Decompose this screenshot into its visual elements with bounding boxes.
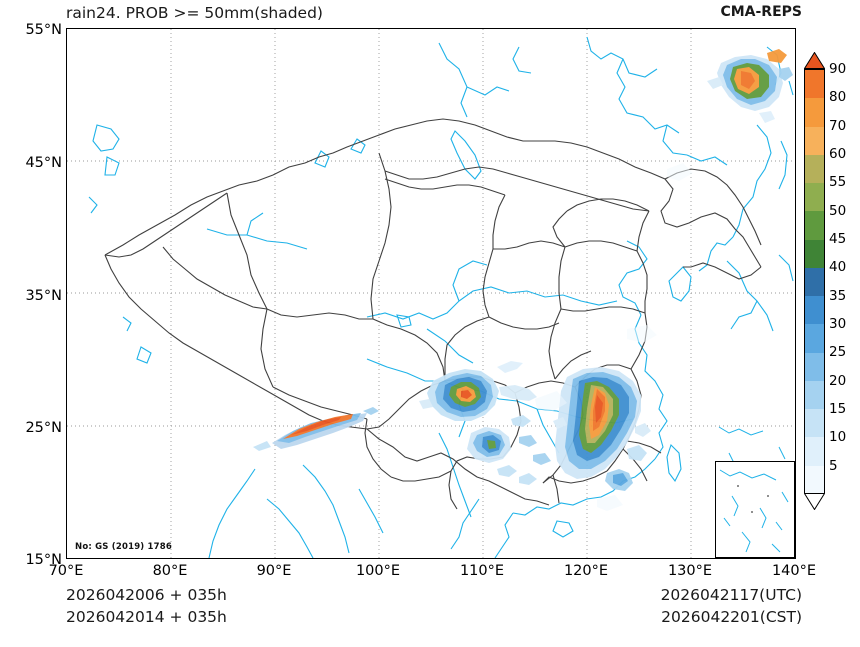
colorbar-band [805, 98, 824, 126]
footer-valid-time-utc: 2026042117(UTC) [660, 586, 802, 604]
inset-map[interactable] [715, 461, 795, 558]
map-canvas[interactable] [66, 28, 796, 559]
x-tick-label: 100°E [355, 563, 401, 579]
inset-map-graphics [716, 462, 794, 557]
y-tick-label: 15°N [25, 552, 62, 568]
shade-guizhou [467, 415, 551, 485]
map-disclaimer: No: GS (2019) 1786 [75, 542, 173, 552]
colorbar [800, 52, 860, 522]
colorbar-band [805, 409, 824, 437]
boundary-layer [105, 119, 761, 509]
x-tick-label: 130°E [667, 563, 713, 579]
x-tick-label: 70°E [48, 563, 84, 579]
colorbar-band [805, 437, 824, 465]
page-title: rain24. PROB >= 50mm(shaded) [66, 4, 323, 22]
colorbar-tick-label: 20 [829, 373, 847, 389]
colorbar-tick-label: 90 [829, 61, 847, 77]
x-tick-label: 120°E [563, 563, 609, 579]
colorbar-tick-label: 45 [829, 231, 847, 247]
colorbar-tick-label: 15 [829, 401, 847, 417]
x-tick-label: 140°E [771, 563, 817, 579]
colorbar-tick-label: 50 [829, 203, 847, 219]
colorbar-over-arrow [804, 52, 825, 69]
footer [0, 586, 860, 646]
colorbar-band [805, 70, 824, 98]
footer-init-time-cst: 2026042014 + 035h [66, 608, 227, 626]
x-tick-label: 90°E [256, 563, 292, 579]
colorbar-band [805, 127, 824, 155]
map-graphics [67, 29, 795, 558]
footer-init-time-utc: 2026042006 + 035h [66, 586, 227, 604]
colorbar-band [805, 183, 824, 211]
colorbar-tick-label: 70 [829, 118, 847, 134]
colorbar-band [805, 353, 824, 381]
colorbar-band [805, 324, 824, 352]
colorbar-band [805, 296, 824, 324]
y-tick-label: 35°N [25, 288, 62, 304]
colorbar-tick-label: 35 [829, 288, 847, 304]
colorbar-band [805, 268, 824, 296]
colorbar-band [805, 466, 824, 494]
colorbar-tick-label: 30 [829, 316, 847, 332]
colorbar-tick-label: 60 [829, 146, 847, 162]
colorbar-tick-label: 5 [829, 458, 838, 474]
colorbar-scale [804, 69, 825, 493]
colorbar-tick-label: 25 [829, 344, 847, 360]
x-tick-label: 80°E [152, 563, 188, 579]
colorbar-tick-label: 55 [829, 174, 847, 190]
colorbar-tick-label: 40 [829, 259, 847, 275]
colorbar-band [805, 381, 824, 409]
colorbar-band [805, 155, 824, 183]
coastline-layer [89, 37, 793, 558]
y-tick-label: 55°N [25, 22, 62, 38]
shade-tibet [253, 407, 379, 451]
x-tick-label: 110°E [459, 563, 505, 579]
colorbar-under-arrow [804, 493, 825, 510]
model-tag: CMA-REPS [720, 4, 802, 20]
shade-jiangnan [553, 367, 651, 491]
colorbar-tick-label: 80 [829, 89, 847, 105]
shade-northeast [707, 49, 793, 123]
y-tick-label: 25°N [25, 420, 62, 436]
colorbar-tick-label: 10 [829, 429, 847, 445]
colorbar-band [805, 240, 824, 268]
footer-valid-time-cst: 2026042201(CST) [661, 608, 802, 626]
probability-shading [253, 49, 793, 511]
y-tick-label: 45°N [25, 155, 62, 171]
colorbar-band [805, 211, 824, 239]
